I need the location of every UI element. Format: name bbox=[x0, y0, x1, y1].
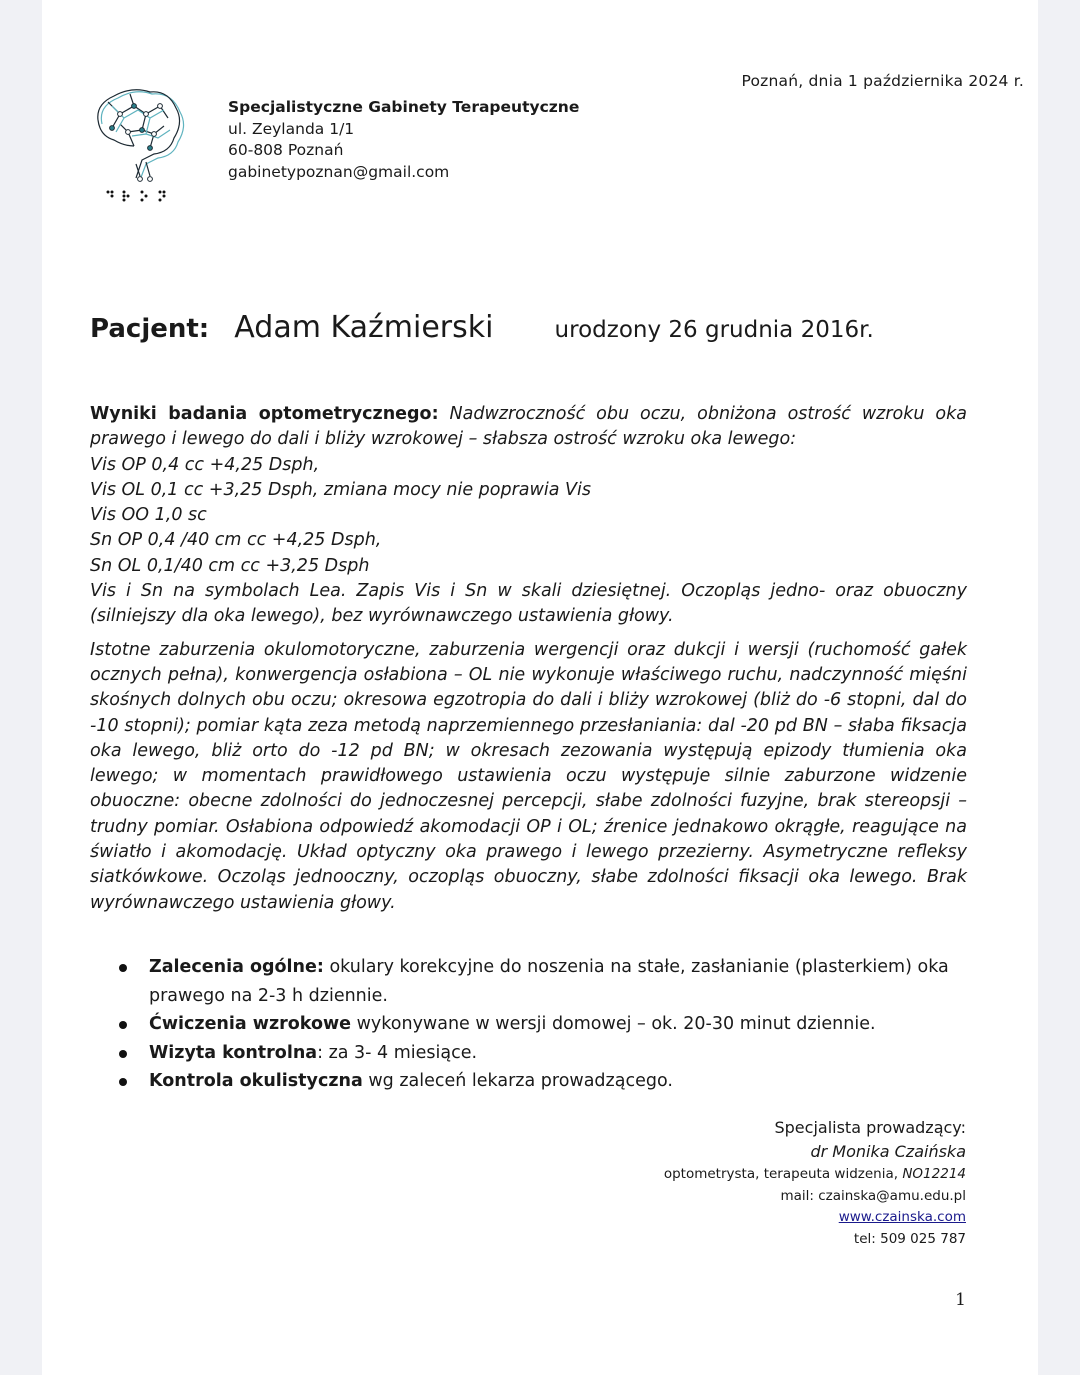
results-intro bbox=[90, 402, 967, 453]
measurement-line: Vis OO 1,0 sc bbox=[90, 505, 207, 526]
recommendation-item bbox=[114, 1039, 974, 1068]
results-notes: Vis i Sn na symbolach Lea. Zapis Vis i Sn w skali dziesiętnej. Oczopląs jedno- oraz obuoczny (silniejszy dla oka lewego), bez wyrównawczego ustawienia głowy. bbox=[90, 581, 967, 627]
place-date: Poznań, dnia 1 października 2024 r. bbox=[741, 72, 1024, 90]
organization-city: 60-808 Poznań bbox=[228, 141, 344, 159]
document-page bbox=[42, 0, 1038, 1375]
recommendation-title: Ćwiczenia wzrokowe bbox=[149, 1014, 352, 1035]
organization-block bbox=[228, 97, 579, 183]
patient-line bbox=[90, 310, 874, 345]
results-intro-text: Nadwzroczność obu oczu, obniżona ostrość wzroku oka prawego i lewego do dali i bliży wzrokowej – słabsza ostrość wzroku oka lewego: bbox=[90, 404, 967, 450]
organization-street: ul. Zeylanda 1/1 bbox=[228, 119, 355, 138]
recommendation-title: Kontrola okulistyczna bbox=[149, 1071, 363, 1092]
page-number: 1 bbox=[955, 1290, 966, 1310]
signature-role bbox=[664, 1164, 966, 1186]
recommendation-text: wg zaleceń lekarza prowadzącego. bbox=[362, 1071, 673, 1092]
signature-phone: tel: 509 025 787 bbox=[853, 1230, 966, 1247]
patient-birthdate: urodzony 26 grudnia 2016r. bbox=[554, 317, 874, 343]
recommendation-text: okulary korekcyjne do noszenia na stałe, zasłanianie (plasterkiem) oka prawego na 2-3 h dziennie. bbox=[149, 957, 949, 1006]
bullet-icon bbox=[119, 964, 127, 972]
results-heading: Wyniki badania optometrycznego: bbox=[90, 404, 439, 424]
results-findings: Istotne zaburzenia okulomotoryczne, zaburzenia wergencji oraz dukcji i wersji (ruchomość gałek ocznych pełna), konwergencja osłabiona – OL nie wykonuje właściwego ruchu, nadczynność mięśni skośnych dolnych obu oczu; okresowa egzotropia do dali i bliży wzrokowej (bliż do -6 stopni, dal do -10 stopni); pomiar kąta zeza metodą naprzemiennego przesłaniania: dal -20 pd BN – słaba fiksacja oka lewego, bliż orto do -12 pd BN; w okresach zezowania występują epizody tłumienia oka lewego; w momentach prawidłowego ustawienia oczu występuje silnie zaburzone widzenie obuoczne: obecne zdolności do jednoczesnej percepcji, słabe zdolności fuzyjne, brak stereopsji – trudny pomiar. Osłabiona odpowiedź akomodacji OP i OL; źrenice jednakowo okrągłe, reagujące na światło i akomodację. Układ optyczny oka prawego i lewego przezierny. Asymetryczne refleksy siatkówkowe. Oczoląs jednooczny, oczopląs obuoczny, słabe zdolności fiksacji oka lewego. Brak wyrównawczego ustawienia głowy. bbox=[90, 639, 967, 913]
organization-email: gabinetypoznan@gmail.com bbox=[228, 162, 450, 181]
recommendation-item bbox=[114, 1010, 974, 1039]
signature-license: NO12214 bbox=[902, 1166, 966, 1182]
signature-title: Specjalista prowadzący: bbox=[774, 1118, 966, 1137]
bullet-icon bbox=[119, 1078, 127, 1086]
patient-label: Pacjent: bbox=[90, 314, 210, 344]
brain-circuit-logo-icon bbox=[90, 84, 190, 209]
patient-name: Adam Kaźmierski bbox=[234, 310, 494, 345]
recommendation-title: Zalecenia ogólne: bbox=[149, 957, 324, 977]
signature-website-link[interactable]: www.czainska.com bbox=[838, 1209, 966, 1225]
recommendation-title: Wizyta kontrolna bbox=[149, 1042, 318, 1063]
signature-mail: mail: czainska@amu.edu.pl bbox=[780, 1187, 966, 1204]
recommendation-item bbox=[114, 1067, 974, 1096]
signature-name: dr Monika Czaińska bbox=[810, 1142, 966, 1161]
signature-role-text: optometrysta, terapeuta widzenia, bbox=[663, 1166, 903, 1182]
bullet-icon bbox=[119, 1021, 127, 1029]
recommendation-text: : za 3- 4 miesiące. bbox=[317, 1042, 478, 1063]
bullet-icon bbox=[119, 1050, 127, 1058]
recommendation-item bbox=[114, 953, 974, 1010]
recommendations-list bbox=[114, 953, 974, 1096]
measurement-line: Vis OL 0,1 cc +3,25 Dsph, zmiana mocy nie poprawia Vis bbox=[90, 479, 591, 500]
signature-block bbox=[664, 1116, 966, 1250]
recommendation-text: wykonywane w wersji domowej – ok. 20-30 minut dziennie. bbox=[351, 1014, 876, 1035]
measurement-line: Sn OL 0,1/40 cm cc +3,25 Dsph bbox=[90, 555, 370, 576]
measurement-line: Sn OP 0,4 /40 cm cc +4,25 Dsph, bbox=[90, 530, 382, 551]
measurement-line: Vis OP 0,4 cc +4,25 Dsph, bbox=[90, 454, 320, 475]
organization-name: Specjalistyczne Gabinety Terapeutyczne bbox=[228, 98, 580, 116]
results-section bbox=[90, 402, 967, 916]
